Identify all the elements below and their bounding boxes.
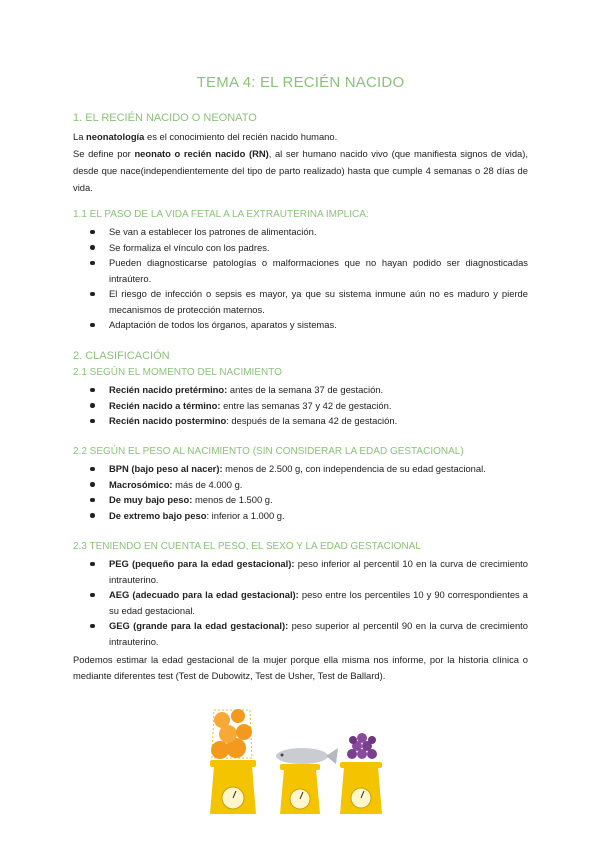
bullet-icon [90,388,95,393]
list-item: Recién nacido a término: entre las semanas 37 y 42 de gestación. [73,398,528,414]
section-heading-neonato: 1. EL RECIÉN NACIDO O NEONATO [73,112,257,124]
list-paso-vida [73,224,528,333]
fish-icon [276,748,338,764]
list-item: Se van a establecer los patrones de alimentación. [73,224,528,240]
bullet-icon [90,261,95,266]
subsection-heading-peso-sexo-edad: 2.3 TENIENDO EN CUENTA EL PESO, EL SEXO Y LA EDAD GESTACIONAL [73,541,421,552]
list-item: GEG (grande para la edad gestacional): peso superior al percentil 90 en la curva de crecimiento intrauterino. [73,618,528,649]
bullet-icon [90,513,95,518]
list-peso-nacimiento [73,461,528,523]
bullet-icon [90,562,95,567]
bullet-icon [90,467,95,472]
list-edad-gestacional [73,556,528,649]
oranges-icon [211,709,252,759]
paragraph-definicion: Se define por neonato o recién nacido (RN), al ser humano nacido vivo (que manifiesta signos de vida), desde que nace(independientemente del tipo de parto realizado) hasta que cumple 4 semanas o 28 días de vida. [73,148,529,193]
bullet-icon [90,498,95,503]
bullet-icon [90,230,95,235]
list-item: El riesgo de infección o sepsis es mayor, ya que su sistema inmune aún no es maduro y pierde mecanismos de protección maternos. [73,286,528,317]
weighing-scales-illustration [200,702,405,822]
paragraph-neonatologia: La neonatología es el conocimiento del recién nacido humano. [73,131,338,142]
list-item: Adaptación de todos los órganos, aparatos y sistemas. [73,317,528,333]
scale-oranges [210,709,256,814]
list-item: De extremo bajo peso: inferior a 1.000 g. [73,508,528,524]
list-item: Recién nacido pretérmino: antes de la semana 37 de gestación. [73,382,528,398]
list-item: Se formaliza el vínculo con los padres. [73,240,528,256]
grapes-icon [347,733,377,759]
list-item: BPN (bajo peso al nacer): menos de 2.500 g, con independencia de su edad gestacional. [73,461,528,477]
section-heading-paso-vida: 1.1 EL PASO DE LA VIDA FETAL A LA EXTRAUTERINA IMPLICA: [73,209,369,220]
subsection-heading-peso: 2.2 SEGÚN EL PESO AL NACIMIENTO (SIN CONSIDERAR LA EDAD GESTACIONAL) [73,446,464,457]
list-item: AEG (adecuado para la edad gestacional): peso entre los percentiles 10 y 90 correspondientes a su edad gestacional. [73,587,528,618]
bullet-icon [90,624,95,629]
scale-grapes [340,733,382,814]
bullet-icon [90,419,95,424]
paragraph-estimacion: Podemos estimar la edad gestacional de la mujer porque ella misma nos informe, por la historia clínica o mediante diferentes test (Test de Dubowitz, Test de Usher, Test de Ballard). [73,654,528,681]
bullet-icon [90,593,95,598]
list-item: PEG (pequeño para la edad gestacional): peso inferior al percentil 10 en la curva de crecimiento intrauterino. [73,556,528,587]
list-item: Recién nacido postermino: después de la semana 42 de gestación. [73,413,528,429]
list-item: Macrosómico: más de 4.000 g. [73,477,528,493]
list-momento-nacimiento [73,382,528,429]
bullet-icon [90,403,95,408]
subsection-heading-momento: 2.1 SEGÚN EL MOMENTO DEL NACIMIENTO [73,367,282,378]
list-item: Pueden diagnosticarse patologías o malformaciones que no hayan podido ser diagnosticadas intraútero. [73,255,528,286]
section-heading-clasificacion: 2. CLASIFICACIÓN [73,350,170,362]
bullet-icon [90,482,95,487]
bullet-icon [90,323,95,328]
bullet-icon [90,292,95,297]
list-item: De muy bajo peso: menos de 1.500 g. [73,492,528,508]
page-title: TEMA 4: EL RECIÉN NACIDO [196,74,405,91]
bullet-icon [90,245,95,250]
scale-fish [276,748,338,814]
